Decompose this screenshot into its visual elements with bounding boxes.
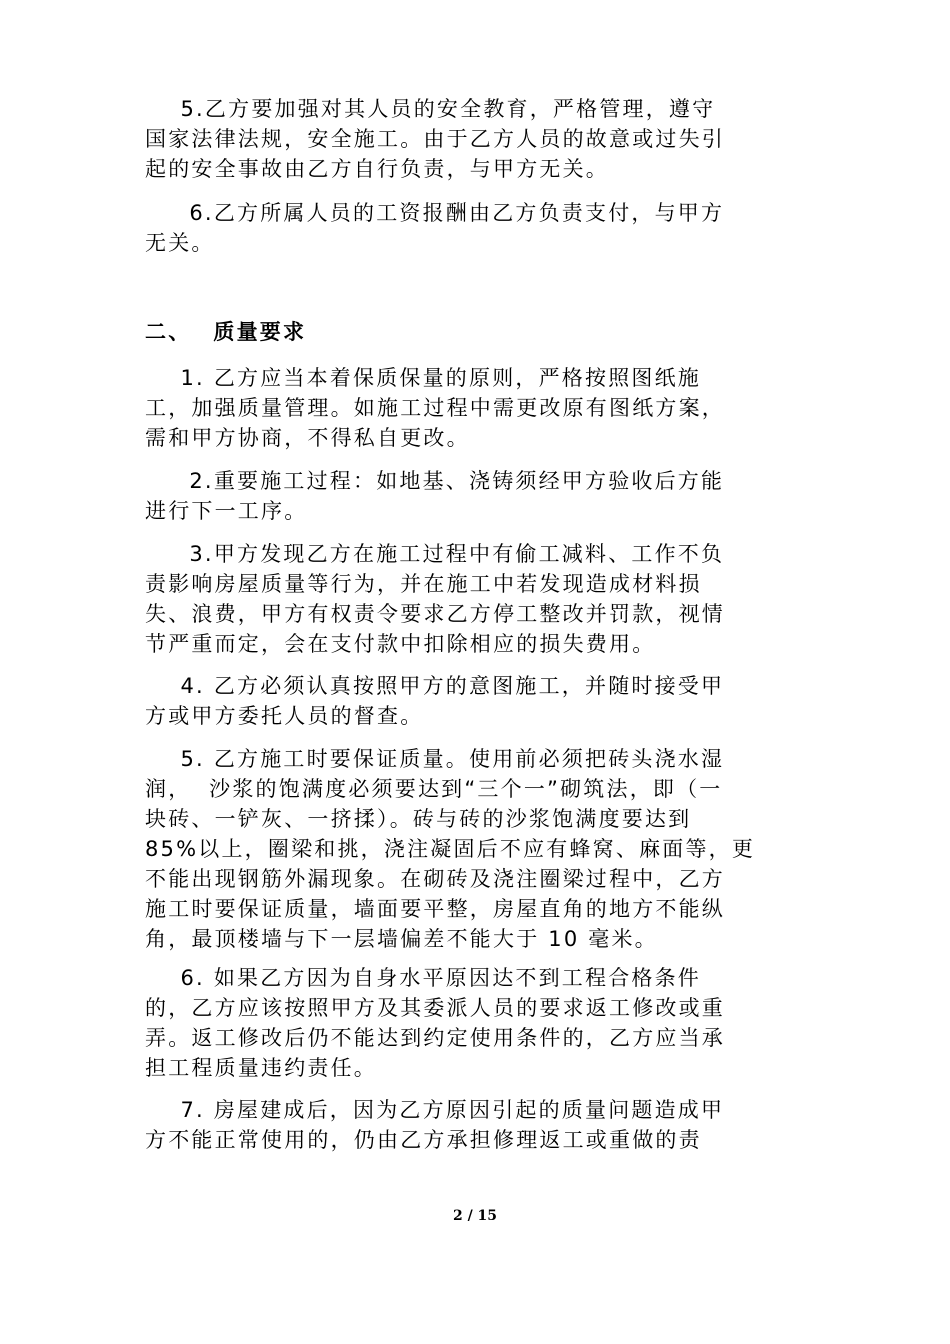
section-title: 质量要求: [213, 320, 307, 344]
section-number: 二、: [145, 320, 192, 344]
paragraph-line: 角，最顶楼墙与下一层墙偏差不能大于 10 毫米。: [145, 927, 658, 951]
paragraph-line: 不能出现钢筋外漏现象。在砌砖及浇注圈梁过程中，乙方: [145, 867, 725, 891]
paragraph-line: 1. 乙方应当本着保质保量的原则，严格按照图纸施: [145, 366, 702, 390]
paragraph-item-3-penalty: [145, 539, 805, 659]
paragraph-line: 4. 乙方必须认真按照甲方的意图施工，并随时接受甲: [145, 674, 725, 698]
paragraph-line: 3.甲方发现乙方在施工过程中有偷工减料、工作不负: [145, 542, 725, 566]
paragraph-item-5-masonry: [145, 744, 805, 954]
paragraph-line: 6.乙方所属人员的工资报酬由乙方负责支付，与甲方: [145, 201, 725, 225]
paragraph-item-2-inspection: [145, 466, 805, 526]
paragraph-line: 方或甲方委托人员的督查。: [145, 704, 424, 728]
paragraph-line: 弄。返工修改后仍不能达到约定使用条件的，乙方应当承: [145, 1026, 725, 1050]
paragraph-line: 的，乙方应该按照甲方及其委派人员的要求返工修改或重: [145, 996, 725, 1020]
paragraph-line: 方不能正常使用的，仍由乙方承担修理返工或重做的责: [145, 1128, 702, 1152]
paragraph-item-5-safety: [145, 94, 805, 184]
paragraph-line: 无关。: [145, 231, 215, 255]
paragraph-item-7-warranty: [145, 1095, 805, 1155]
paragraph-line: 工，加强质量管理。如施工过程中需更改原有图纸方案，: [145, 396, 725, 420]
paragraph-line: 需和甲方协商，不得私自更改。: [145, 426, 470, 450]
paragraph-line: 7. 房屋建成后，因为乙方原因引起的质量问题造成甲: [145, 1098, 725, 1122]
page-indicator: 2 / 15: [452, 1208, 498, 1224]
paragraph-line: 85%以上，圈梁和挑，浇注凝固后不应有蜂窝、麻面等，更: [145, 837, 756, 861]
paragraph-line: 国家法律法规，安全施工。由于乙方人员的故意或过失引: [145, 127, 725, 151]
paragraph-line: 担工程质量违约责任。: [145, 1056, 377, 1080]
paragraph-line: 失、浪费，甲方有权责令要求乙方停工整改并罚款，视情: [145, 602, 725, 626]
paragraph-line: 5.乙方要加强对其人员的安全教育，严格管理，遵守: [145, 97, 716, 121]
paragraph-item-6-wages: [145, 198, 805, 258]
paragraph-line: 进行下一工序。: [145, 499, 308, 523]
section-heading: [145, 317, 306, 347]
paragraph-line: 5. 乙方施工时要保证质量。使用前必须把砖头浇水湿: [145, 747, 725, 771]
paragraph-line: 节严重而定，会在支付款中扣除相应的损失费用。: [145, 632, 656, 656]
paragraph-item-6-rework: [145, 963, 805, 1083]
paragraph-item-1-quality: [145, 363, 805, 453]
paragraph-item-4-supervision: [145, 671, 805, 731]
paragraph-line: 6. 如果乙方因为自身水平原因达不到工程合格条件: [145, 966, 702, 990]
paragraph-line: 责影响房屋质量等行为，并在施工中若发现造成材料损: [145, 572, 702, 596]
paragraph-line: 块砖、一铲灰、一挤揉）。砖与砖的沙浆饱满度要达到: [145, 807, 692, 831]
paragraph-line: 润， 沙浆的饱满度必须要达到“三个一”砌筑法，即（一: [145, 777, 723, 801]
paragraph-line: 施工时要保证质量，墙面要平整，房屋直角的地方不能纵: [145, 897, 725, 921]
paragraph-line: 起的安全事故由乙方自行负责，与甲方无关。: [145, 157, 609, 181]
paragraph-line: 2.重要施工过程：如地基、浇铸须经甲方验收后方能: [145, 469, 725, 493]
